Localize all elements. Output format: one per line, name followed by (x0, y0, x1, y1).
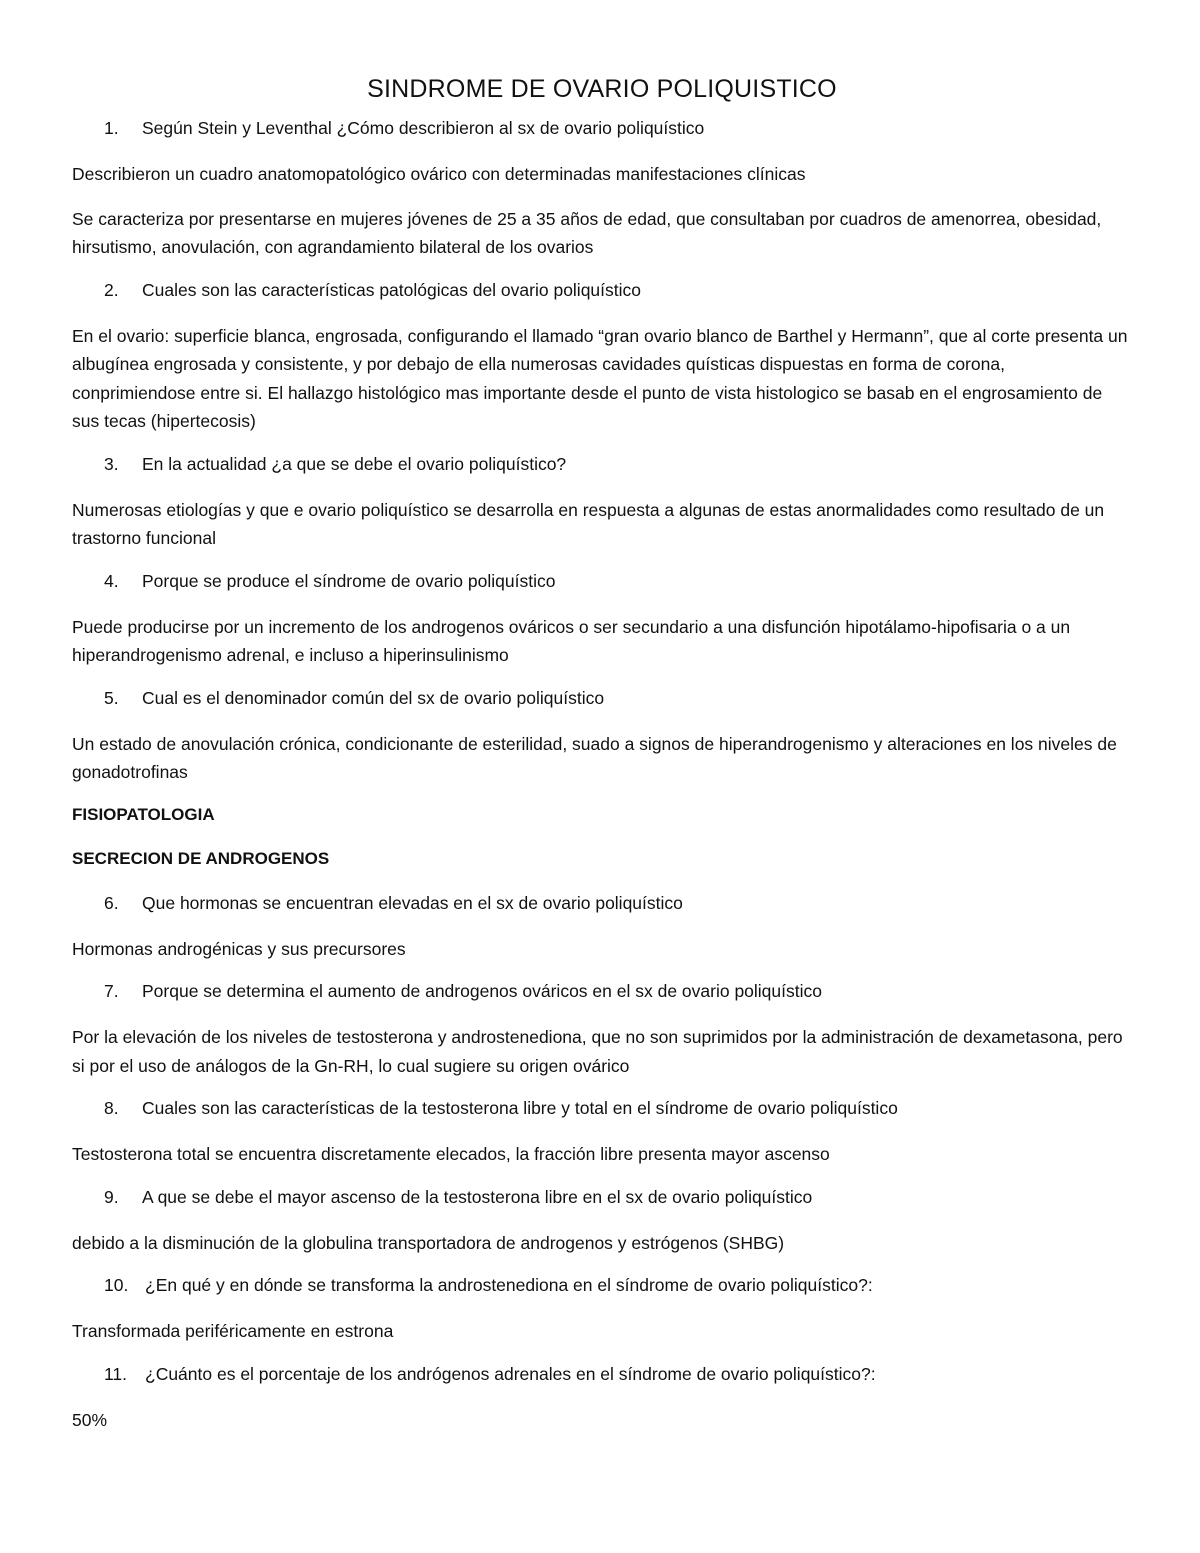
question-number: 2. (104, 279, 119, 300)
question-number: 7. (104, 981, 119, 1001)
answer-paragraph: Un estado de anovulación crónica, condicionante de esterilidad, suado a signos de hiperandrogenismo y alteraciones en los niveles de gonadotrofinas (72, 733, 1117, 782)
answer-paragraph: Describieron un cuadro anatomopatológico ovárico con determinadas manifestaciones clínicas (72, 164, 806, 184)
question-number: 11. (104, 1363, 128, 1384)
question-text: Porque se determina el aumento de androgenos ováricos en el sx de ovario poliquístico (142, 981, 822, 1001)
question-number: 9. (104, 1186, 119, 1207)
question-number: 5. (104, 687, 119, 708)
question-number: 3. (104, 453, 119, 474)
question-7 (72, 979, 1132, 1003)
question-text: ¿Cuánto es el porcentaje de los andrógenos adrenales en el síndrome de ovario poliquístico?: (145, 1363, 876, 1384)
question-text: Cual es el denominador común del sx de ovario poliquístico (142, 687, 605, 708)
question-text: ¿En qué y en dónde se transforma la androstenediona en el síndrome de ovario poliquístico?: (145, 1275, 873, 1295)
answer-paragraph: Se caracteriza por presentarse en mujeres jóvenes de 25 a 35 años de edad, que consultaban por cuadros de amenorrea, obesidad, hirsutismo, anovulación, con agrandamiento bilateral de los ovarios (72, 208, 1102, 257)
answer-paragraph: Por la elevación de los niveles de testosterona y androstenediona, que no son suprimidos por la administración de dexametasona, pero si por el uso de análogos de la Gn-RH, lo cual sugiere su origen ovárico (72, 1027, 1123, 1076)
document-title: SINDROME DE OVARIO POLIQUISTICO (367, 75, 837, 103)
question-11 (72, 1362, 1132, 1386)
section-heading: FISIOPATOLOGIA (72, 804, 215, 824)
question-10 (72, 1273, 1132, 1297)
question-1 (72, 116, 1132, 140)
answer-paragraph: Numerosas etiologías y que e ovario poliquístico se desarrolla en respuesta a algunas de estas anormalidades como resultado de un trastorno funcional (72, 499, 1105, 548)
answer-paragraph: Testosterona total se encuentra discretamente elecados, la fracción libre presenta mayor ascenso (72, 1144, 830, 1164)
question-6 (72, 891, 1132, 915)
document-page (72, 72, 1132, 1450)
question-3 (72, 452, 1132, 476)
answer-paragraph: En el ovario: superficie blanca, engrosada, configurando el llamado “gran ovario blanco de Barthel y Hermann”, que al corte presenta un albugínea engrosada y consistente, y por debajo de ella numerosas cavidades quísticas dispuestas en forma de corona, conprimiendose entre si. El hallazgo histológico mas importante desde el punto de vista histologico se basab en el engrosamiento de sus tecas (hipertecosis) (72, 325, 1128, 431)
question-text: Cuales son las características patológicas del ovario poliquístico (142, 279, 642, 300)
question-text: Según Stein y Leventhal ¿Cómo describieron al sx de ovario poliquístico (142, 118, 705, 138)
question-9 (72, 1185, 1132, 1209)
question-number: 10. (104, 1275, 129, 1295)
answer-paragraph: Puede producirse por un incremento de los androgenos ováricos o ser secundario a una disfunción hipotálamo-hipofisaria o a un hiperandrogenismo adrenal, e incluso a hiperinsulinismo (72, 616, 1071, 665)
question-number: 6. (104, 892, 119, 913)
question-number: 4. (104, 570, 119, 591)
question-8 (72, 1096, 1132, 1120)
answer-paragraph: 50% (72, 1409, 108, 1430)
answer-paragraph: debido a la disminución de la globulina transportadora de androgenos y estrógenos (SHBG) (72, 1232, 785, 1253)
question-text: A que se debe el mayor ascenso de la testosterona libre en el sx de ovario poliquístico (142, 1186, 813, 1207)
question-4 (72, 569, 1132, 593)
answer-paragraph: Transformada periféricamente en estrona (72, 1321, 394, 1341)
answer-paragraph: Hormonas androgénicas y sus precursores (72, 938, 406, 959)
question-text: Porque se produce el síndrome de ovario poliquístico (142, 570, 556, 591)
question-number: 8. (104, 1098, 119, 1118)
question-text: Que hormonas se encuentran elevadas en el sx de ovario poliquístico (142, 892, 683, 913)
question-number: 1. (104, 118, 119, 138)
question-5 (72, 686, 1132, 710)
section-heading: SECRECION DE ANDROGENOS (72, 848, 330, 868)
question-text: En la actualidad ¿a que se debe el ovario poliquístico? (142, 453, 567, 474)
question-text: Cuales son las características de la testosterona libre y total en el síndrome de ovario poliquístico (142, 1098, 898, 1118)
question-2 (72, 278, 1132, 302)
